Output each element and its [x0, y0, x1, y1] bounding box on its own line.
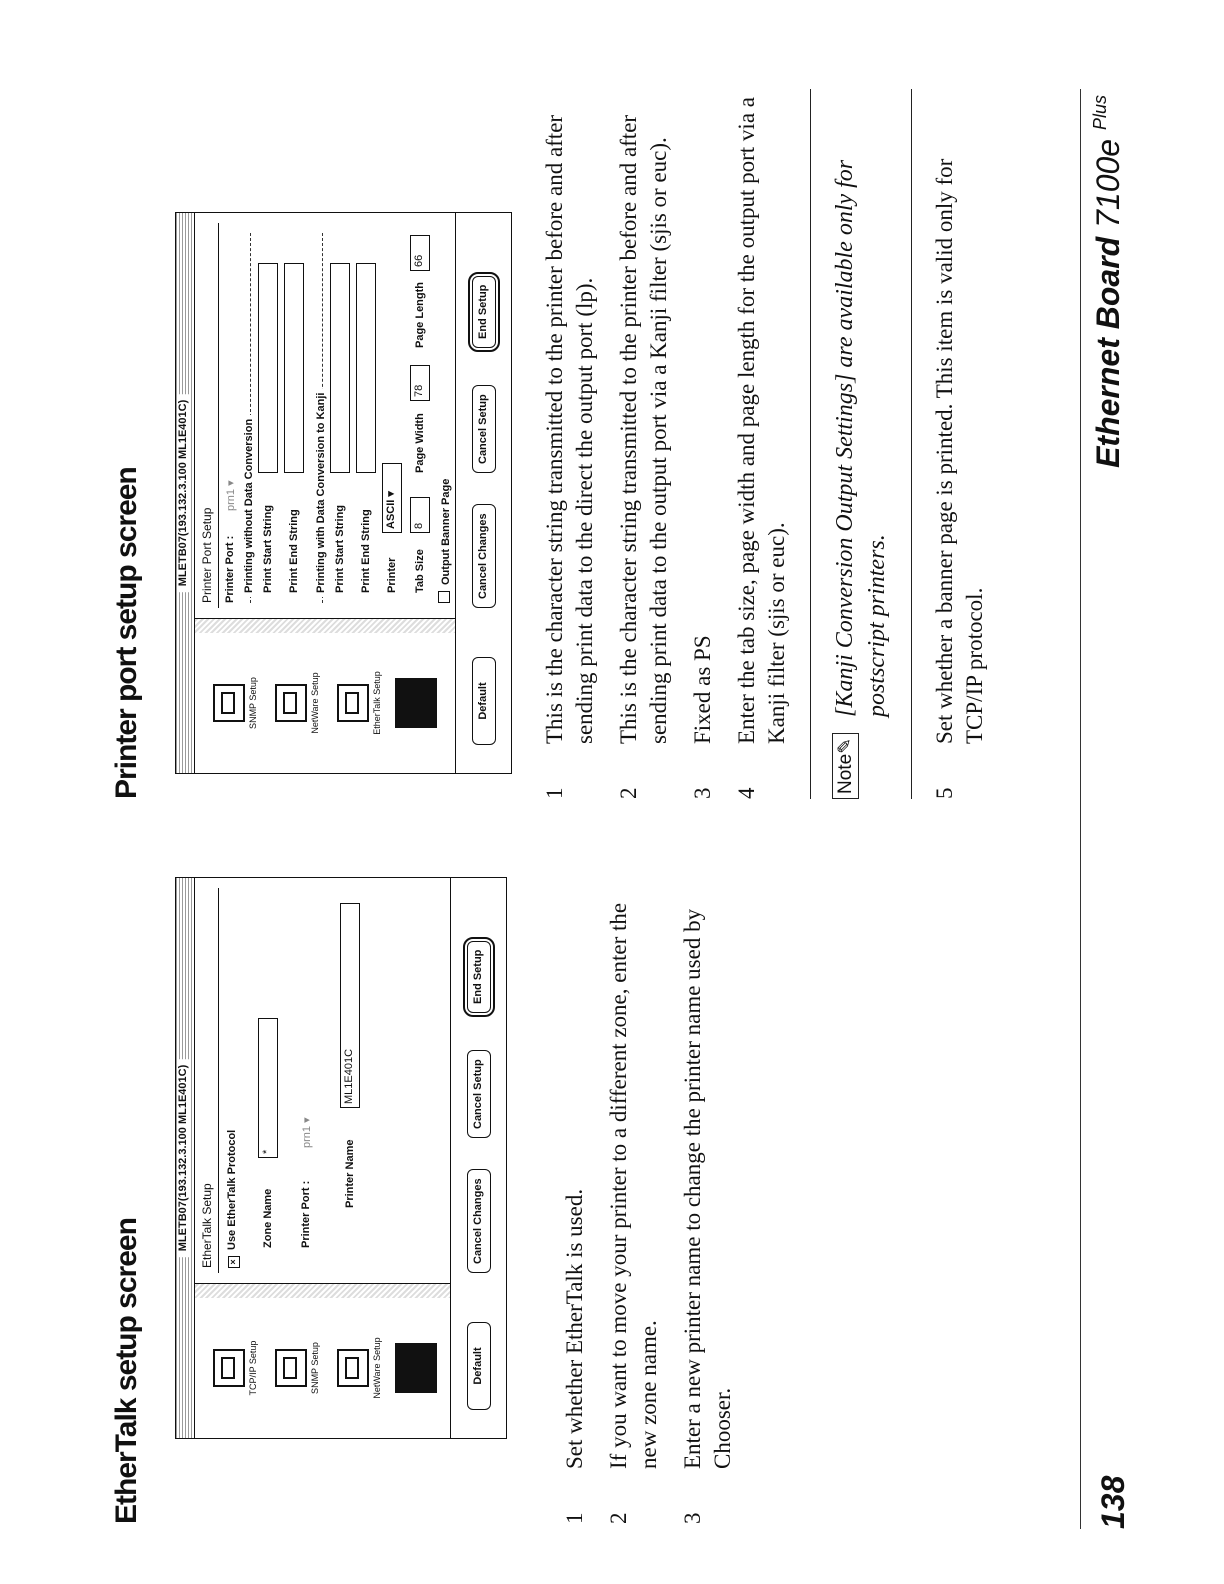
checkbox-unchecked-icon: [438, 591, 450, 603]
list-item: 5 Set whether a banner page is printed. This item is valid only for TCP/IP protocol.: [932, 158, 987, 799]
zone-name-input[interactable]: *: [258, 1018, 278, 1158]
ethertalk-icon: [337, 684, 369, 722]
printer-port-icon-selected[interactable]: [395, 678, 437, 728]
tcpip-icon: [213, 1349, 245, 1387]
window-titlebar: [176, 878, 195, 1438]
page-number: 138: [1095, 1475, 1131, 1529]
window-titlebar: [176, 213, 195, 773]
list-item: 4 Enter the tab size, page width and page length for the output port via a Kanji filter (sjis or euc).: [734, 97, 789, 799]
tab-size-input[interactable]: 8: [410, 497, 430, 533]
list-item: 3 Enter a new printer name to change the printer name used by Chooser.: [680, 908, 735, 1524]
sidebar-item-snmp[interactable]: SNMP Setup: [275, 1298, 320, 1438]
printer-name-label: Printer Name: [344, 1139, 356, 1208]
kanji-start-label: Print Start String: [334, 504, 346, 593]
zone-name-label: Zone Name: [262, 1188, 274, 1248]
cancel-changes-button[interactable]: Cancel Changes: [467, 1169, 491, 1273]
list-item: 2 This is the character string transmitted to the printer before and after sending print data to the output port via a Kanji filter (sjis or euc).: [616, 114, 671, 799]
sidebar-item-netware[interactable]: NetWare Setup: [275, 633, 320, 773]
checkbox-checked-icon: ×: [228, 1256, 240, 1268]
cancel-changes-button[interactable]: Cancel Changes: [472, 504, 496, 608]
group-kanji-conversion: Printing with Data Conversion to Kanji: [322, 233, 323, 603]
setup-sidebar: [195, 1297, 451, 1438]
section-title-printer-port: Printer port setup screen: [110, 467, 143, 799]
snmp-icon: [213, 684, 245, 722]
end-setup-button[interactable]: End Setup: [472, 276, 496, 348]
footer-rule: [1080, 89, 1081, 1529]
sidebar-item-snmp[interactable]: SNMP Setup: [213, 633, 258, 773]
use-ethertalk-checkbox[interactable]: ×Use EtherTalk Protocol: [226, 1130, 240, 1268]
sidebar-scrollbar[interactable]: [195, 618, 456, 633]
pane-divider: [218, 223, 219, 608]
section-title-ethertalk: EtherTalk setup screen: [110, 1218, 143, 1524]
list-item: 1 Set whether EtherTalk is used.: [562, 1188, 587, 1524]
note-block: [829, 89, 893, 799]
print-start-input[interactable]: [258, 263, 278, 473]
list-item: 3 Fixed as PS: [690, 635, 715, 799]
print-end-input[interactable]: [284, 263, 304, 473]
cancel-setup-button[interactable]: Cancel Setup: [467, 1050, 491, 1138]
window-title: MLETB07(193.132.3.100 ML1E401C): [177, 394, 189, 592]
ethertalk-items: [560, 874, 752, 1524]
printer-port-window: [175, 212, 512, 774]
printer-name-input[interactable]: ML1E401C: [340, 903, 360, 1108]
end-setup-button[interactable]: End Setup: [467, 941, 491, 1013]
note-icon: Note✎: [832, 733, 859, 799]
button-bar: [455, 213, 511, 773]
printer-port-label: Printer Port :: [300, 1180, 312, 1248]
kanji-end-label: Print End String: [360, 509, 372, 593]
kanji-start-input[interactable]: [330, 263, 350, 473]
netware-icon: [275, 684, 307, 722]
printer-port-select[interactable]: prn1 ▾: [225, 480, 237, 511]
page-length-input[interactable]: 66: [410, 235, 430, 271]
tab-size-label: Tab Size: [414, 549, 426, 593]
button-bar: [450, 878, 506, 1438]
note-text: [Kanji Conversion Output Settings] are available only for postscript printers.: [832, 159, 890, 717]
sidebar-scrollbar[interactable]: [195, 1283, 451, 1298]
print-end-label: Print End String: [288, 509, 300, 593]
sidebar-item-netware[interactable]: NetWare Setup: [337, 1298, 382, 1438]
netware-icon: [337, 1349, 369, 1387]
kanji-end-input[interactable]: [356, 263, 376, 473]
list-item: 2 If you want to move your printer to a different zone, enter the new zone name.: [606, 902, 661, 1524]
group-without-conversion: Printing without Data Conversion: [250, 233, 251, 603]
snmp-icon: [275, 1349, 307, 1387]
page-length-label: Page Length: [414, 281, 426, 348]
cancel-setup-button[interactable]: Cancel Setup: [472, 385, 496, 473]
pane-title: EtherTalk Setup: [200, 1183, 214, 1268]
sidebar-item-ethertalk[interactable]: EtherTalk Setup: [337, 633, 382, 773]
printer-label: Printer: [386, 557, 398, 593]
printer-type-select[interactable]: ASCII ▾: [382, 463, 402, 533]
note-divider-top: [810, 89, 811, 799]
print-start-label: Print Start String: [262, 504, 274, 593]
printer-port-select[interactable]: prn1 ▾: [301, 1117, 313, 1148]
page-width-input[interactable]: 78: [410, 365, 430, 401]
default-button[interactable]: Default: [472, 657, 496, 745]
product-name: Ethernet Board 7100e $^{Plus}$: [1090, 95, 1126, 468]
ethertalk-icon-selected[interactable]: [395, 1343, 437, 1393]
sidebar-item-tcpip[interactable]: TCP/IP Setup: [213, 1298, 258, 1438]
pane-title: Printer Port Setup: [200, 507, 214, 603]
window-title: MLETB07(193.132.3.100 ML1E401C): [177, 1059, 189, 1257]
printer-port-label: Printer Port :: [224, 535, 236, 603]
page-width-label: Page Width: [414, 413, 426, 473]
output-banner-checkbox[interactable]: Output Banner Page: [438, 479, 452, 603]
note-divider-bottom: [911, 89, 912, 799]
ethertalk-window: [175, 877, 507, 1439]
default-button[interactable]: Default: [467, 1322, 491, 1410]
list-item: 1 This is the character string transmitted to the printer before and after sending print data to the direct the output port (lp).: [542, 114, 597, 799]
pane-divider: [218, 888, 219, 1273]
printer-port-items: [540, 89, 1004, 799]
setup-sidebar: [195, 632, 456, 773]
